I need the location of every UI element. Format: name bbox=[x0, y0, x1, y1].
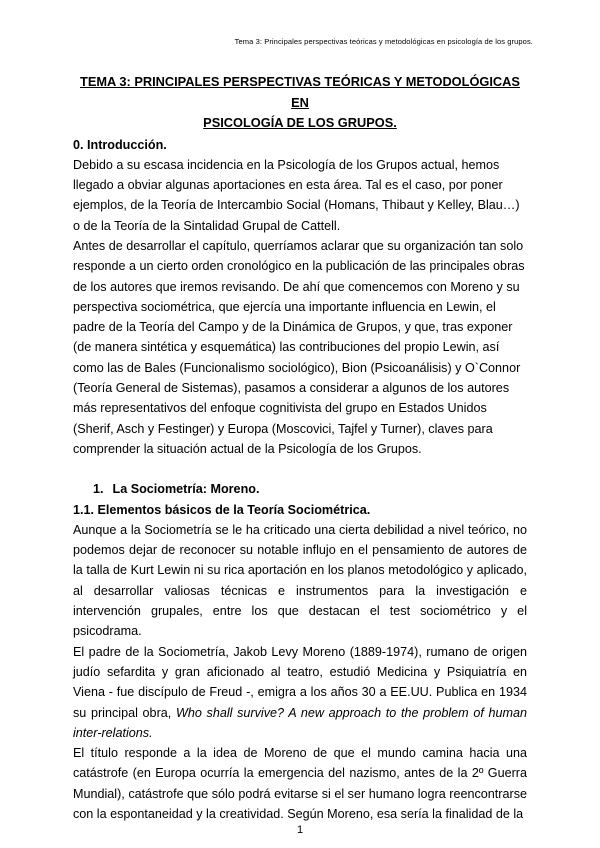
title-line-1: TEMA 3: PRINCIPALES PERSPECTIVAS TEÓRICAS Y METODOLÓGICAS EN bbox=[80, 74, 520, 110]
intro-paragraph-2: Antes de desarrollar el capítulo, querríamos aclarar que su organización tan solo responde a un cierto orden cronológico en la publicación de las principales obras de los autores que iremos revisando. De ahí que comencemos con Moreno y su perspectiva sociométrica, que ejercía una importante influencia en Lewin, el padre de la Teoría del Campo y de la Dinámica de Grupos, y que, tras exponer (de manera sintética y esquemática) las contribuciones del propio Lewin, así como las de Bales (Funcionalismo sociológico), Bion (Psicoanálisis) y O`Connor (Teoría General de Sistemas), pasamos a considerar a algunos de los autores más representativos del enfoque cognitivista del grupo en Estados Unidos (Sherif, Asch y Festinger) y Europa (Moscovici, Tajfel y Turner), claves para comprender la situación actual de la Psicología de los Grupos. bbox=[73, 238, 525, 456]
sociometry-paragraph-1: Aunque a la Sociometría se le ha criticado una cierta debilidad a nivel teórico, no podemos dejar de reconocer su notable influjo en el pensamiento de autores de la talla de Kurt Lewin ni su rica aportación en los planos metodológico y aplicado, al desarrollar valiosas técnicas e instrumentos para la investigación e intervención grupales, entre los que destacan el test sociométrico y el psicodrama. bbox=[73, 522, 527, 639]
page-number: 1 bbox=[296, 824, 304, 836]
sociometry-paragraph-2 bbox=[73, 642, 527, 743]
section-0-heading: 0. Introducción. bbox=[73, 137, 167, 152]
running-header: Tema 3: Principales perspectivas teóricas y metodológicas en psicología de los grupos. bbox=[234, 37, 533, 46]
moreno-bio-text: El padre de la Sociometría, Jakob Levy Moreno (1889-1974), rumano de origen judío sefardita y gran aficionado al teatro, estudió Medicina y Psiquiatría en Viena - fue discípulo de Freud -, emigra a los años 30 a EE.UU. Publica en 1934 su principal obra, bbox=[73, 644, 527, 720]
subsection-1-1-heading: 1.1. Elementos básicos de la Teoría Sociométrica. bbox=[73, 502, 371, 517]
section-1-title: La Sociometría: Moreno. bbox=[112, 482, 260, 497]
sociometry-paragraph-3: El título responde a la idea de Moreno de que el mundo camina hacia una catástrofe (en Europa ocurría la emergencia del nazismo, antes de la 2º Guerra Mundial), catástrofe que sólo podrá evitarse si el ser humano logra reencontrarse con la espontaneidad y la creatividad. Según Moreno, esa sería la finalidad de la bbox=[73, 746, 527, 821]
page-content bbox=[73, 72, 527, 824]
intro-paragraph-1: Debido a su escasa incidencia en la Psicología de los Grupos actual, hemos llegado a obviar algunas aportaciones en esta área. Tal es el caso, por poner ejemplos, de la Teoría de Intercambio Social (Homans, Thibaut y Kelley, Blau…) o de la Teoría de la Sintalidad Grupal de Cattell. bbox=[73, 157, 520, 233]
title-line-2: PSICOLOGÍA DE LOS GRUPOS. bbox=[203, 115, 397, 130]
book-title: Who shall survive? A new approach to the problem of human inter-relations. bbox=[73, 705, 528, 740]
spacer bbox=[73, 459, 527, 479]
section-1-heading bbox=[73, 479, 527, 499]
document-title bbox=[73, 72, 527, 134]
section-1-number: 1. bbox=[93, 482, 104, 497]
